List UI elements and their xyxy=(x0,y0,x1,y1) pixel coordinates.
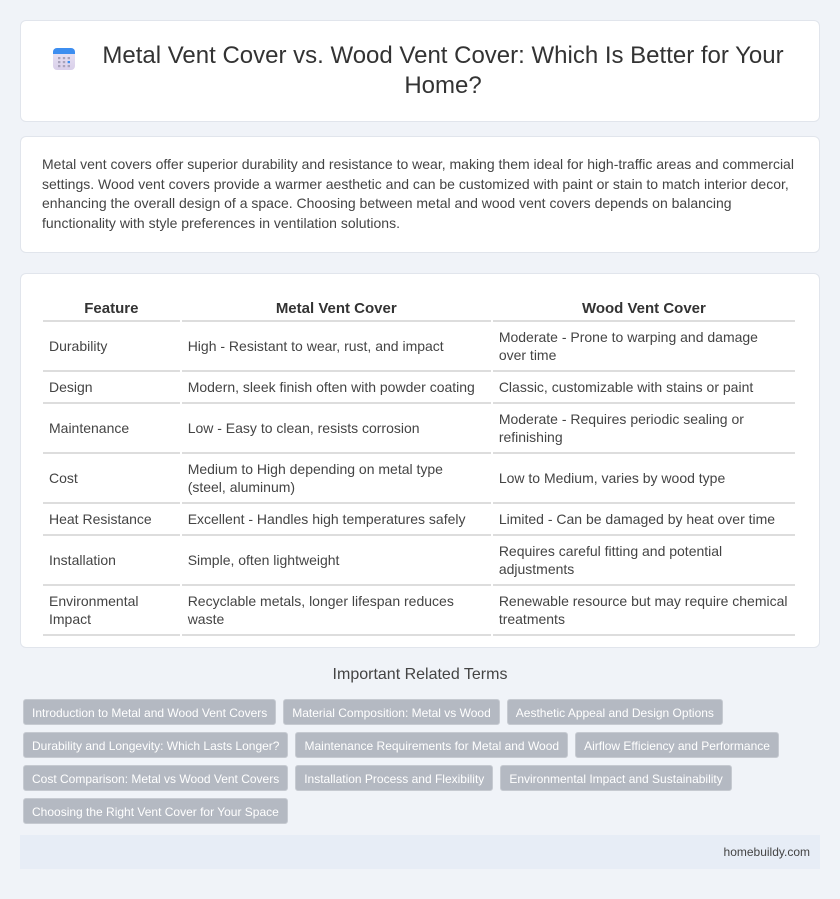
related-term-tag[interactable]: Aesthetic Appeal and Design Options xyxy=(507,699,723,725)
related-term-tag[interactable]: Introduction to Metal and Wood Vent Covers xyxy=(23,699,276,725)
related-term-tag[interactable]: Installation Process and Flexibility xyxy=(295,765,493,791)
summary-card xyxy=(20,136,820,253)
related-term-tag[interactable]: Airflow Efficiency and Performance xyxy=(575,732,779,758)
related-term-tag[interactable]: Maintenance Requirements for Metal and Wood xyxy=(295,732,568,758)
table-row xyxy=(43,586,795,636)
related-term-tag[interactable]: Choosing the Right Vent Cover for Your Space xyxy=(23,798,288,824)
wood-cell: Low to Medium, varies by wood type xyxy=(493,454,795,504)
metal-cell: Low - Easy to clean, resists corrosion xyxy=(182,404,491,454)
page-title: Metal Vent Cover vs. Wood Vent Cover: Which Is Better for Your Home? xyxy=(102,42,784,99)
feature-cell: Durability xyxy=(43,322,180,372)
related-terms-list xyxy=(23,699,813,824)
metal-cell: Medium to High depending on metal type (steel, aluminum) xyxy=(182,454,491,504)
header-metal: Metal Vent Cover xyxy=(182,294,491,322)
table-row xyxy=(43,454,795,504)
wood-cell: Moderate - Prone to warping and damage over time xyxy=(493,322,795,372)
table-row xyxy=(43,404,795,454)
metal-cell: Recyclable metals, longer lifespan reduces waste xyxy=(182,586,491,636)
feature-cell: Cost xyxy=(43,454,180,504)
metal-cell: Modern, sleek finish often with powder coating xyxy=(182,372,491,404)
wood-cell: Requires careful fitting and potential adjustments xyxy=(493,536,795,586)
summary-text: Metal vent covers offer superior durability and resistance to wear, making them ideal for high-traffic areas and commercial settings. Wood vent covers provide a warmer aesthetic and can be customized with paint or stain to match interior decor, enhancing the overall design of a space. Choosing between metal and wood vent covers depends on balancing functionality with style preferences in ventilation solutions. xyxy=(42,156,794,231)
related-term-tag[interactable]: Environmental Impact and Sustainability xyxy=(500,765,731,791)
related-terms-heading: Important Related Terms xyxy=(332,666,508,683)
comparison-card xyxy=(20,273,820,648)
wood-cell: Limited - Can be damaged by heat over time xyxy=(493,504,795,536)
comparison-table xyxy=(41,294,797,636)
table-row xyxy=(43,372,795,404)
metal-cell: High - Resistant to wear, rust, and impact xyxy=(182,322,491,372)
footer-site-link[interactable]: homebuildy.com xyxy=(723,845,810,859)
footer xyxy=(20,835,820,869)
wood-cell: Renewable resource but may require chemical treatments xyxy=(493,586,795,636)
related-term-tag[interactable]: Durability and Longevity: Which Lasts Longer? xyxy=(23,732,288,758)
feature-cell: Design xyxy=(43,372,180,404)
table-row xyxy=(43,504,795,536)
related-term-tag[interactable]: Material Composition: Metal vs Wood xyxy=(283,699,500,725)
wood-cell: Classic, customizable with stains or paint xyxy=(493,372,795,404)
title-row xyxy=(52,41,788,101)
title-card xyxy=(20,20,820,122)
metal-cell: Simple, often lightweight xyxy=(182,536,491,586)
feature-cell: Installation xyxy=(43,536,180,586)
header-wood: Wood Vent Cover xyxy=(493,294,795,322)
metal-cell: Excellent - Handles high temperatures safely xyxy=(182,504,491,536)
feature-cell: Heat Resistance xyxy=(43,504,180,536)
header-feature: Feature xyxy=(43,294,180,322)
wood-cell: Moderate - Requires periodic sealing or refinishing xyxy=(493,404,795,454)
table-row xyxy=(43,322,795,372)
table-row xyxy=(43,536,795,586)
related-term-tag[interactable]: Cost Comparison: Metal vs Wood Vent Covers xyxy=(23,765,288,791)
table-header-row xyxy=(43,294,795,322)
feature-cell: Environmental Impact xyxy=(43,586,180,636)
calendar-icon xyxy=(52,47,76,71)
feature-cell: Maintenance xyxy=(43,404,180,454)
